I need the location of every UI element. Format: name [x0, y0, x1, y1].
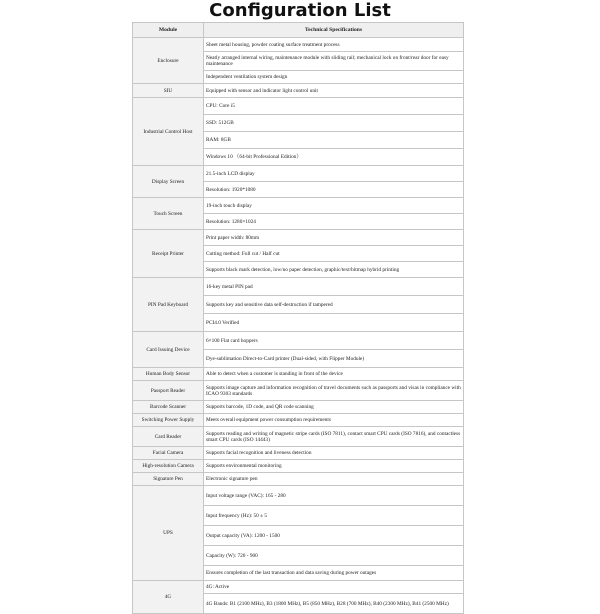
- spec-cell: PCI4.0 Verified: [204, 314, 464, 332]
- table-row: [133, 278, 464, 296]
- spec-cell: Input frequency (Hz): 50 ± 5: [204, 506, 464, 526]
- spec-cell: Able to detect when a customer is standing in front of the device: [204, 368, 464, 381]
- table-row: [133, 198, 464, 214]
- spec-cell: 6×100 Flat card hoppers: [204, 332, 464, 350]
- module-cell: High-resolution Camera: [133, 460, 204, 473]
- table-row: [133, 98, 464, 115]
- module-cell: Passport Reader: [133, 381, 204, 401]
- table-row: [133, 401, 464, 414]
- module-cell: Signature Pen: [133, 473, 204, 486]
- spec-cell: Output capacity (VA): 1200 - 1500: [204, 526, 464, 546]
- module-cell: Display Screen: [133, 166, 204, 198]
- module-cell: Card Reader: [133, 427, 204, 447]
- module-cell: Human Body Sensor: [133, 368, 204, 381]
- spec-cell: Cutting method: Full cut / Half cut: [204, 246, 464, 262]
- spec-cell: Resolution: 1280×1024: [204, 214, 464, 230]
- spec-cell: Supports image capture and information recognition of travel documents such as passports and visas in compliance with ICAO 9303 standards: [204, 381, 464, 401]
- module-cell: Receipt Printer: [133, 230, 204, 278]
- table-row: [133, 427, 464, 447]
- table-row: [133, 581, 464, 594]
- table-row: [133, 414, 464, 427]
- spec-cell: Supports environmental monitoring: [204, 460, 464, 473]
- spec-cell: Resolution: 1920*1080: [204, 182, 464, 198]
- module-cell: Facial Camera: [133, 447, 204, 460]
- spec-cell: Input voltage range (VAC): 165 - 280: [204, 486, 464, 506]
- table-row: [133, 486, 464, 506]
- spec-cell: Neatly arranged internal wiring, maintenance module with sliding rail; mechanical lock on front/rear door for easy maintenance: [204, 52, 464, 71]
- spec-cell: Dye-sublimation Direct-to-Card printer (Dual-sided, with Flipper Module): [204, 350, 464, 368]
- table-row: [133, 368, 464, 381]
- spec-cell: Ensures completion of the last transaction and data saving during power outages: [204, 566, 464, 581]
- module-cell: 4G: [133, 581, 204, 614]
- table-row: [133, 460, 464, 473]
- module-cell: Touch Screen: [133, 198, 204, 230]
- spec-cell: Windows 10 （64-bit Professional Edition）: [204, 149, 464, 166]
- table-header-row: [133, 23, 464, 38]
- module-cell: Enclosure: [133, 38, 204, 84]
- spec-cell: Supports key and sensitive data self-destruction if tampered: [204, 296, 464, 314]
- spec-cell: SSD: 512GB: [204, 115, 464, 132]
- spec-cell: Electronic signature pen: [204, 473, 464, 486]
- spec-cell: Meets overall equipment power consumption requirements: [204, 414, 464, 427]
- module-cell: SIU: [133, 84, 204, 98]
- module-cell: UPS: [133, 486, 204, 581]
- spec-cell: 21.5-inch LCD display: [204, 166, 464, 182]
- module-cell: Switching Power Supply: [133, 414, 204, 427]
- spec-cell: 19-inch touch display: [204, 198, 464, 214]
- module-cell: PIN Pad Keyboard: [133, 278, 204, 332]
- table-row: [133, 166, 464, 182]
- module-column-header: Module: [133, 23, 204, 38]
- spec-cell: 4G: Active: [204, 581, 464, 594]
- spec-cell: 16-key metal PIN pad: [204, 278, 464, 296]
- table-body: [133, 38, 464, 614]
- spec-cell: Supports black mark detection, low/no paper detection, graphic/text/bitmap hybrid printing: [204, 262, 464, 278]
- table-row: [133, 38, 464, 52]
- table-row: [133, 473, 464, 486]
- configuration-table: [132, 22, 464, 614]
- page-title: Configuration List: [209, 0, 391, 21]
- spec-cell: CPU: Core i5: [204, 98, 464, 115]
- table-row: [133, 381, 464, 401]
- spec-cell: Capacity (W): 720 - 900: [204, 546, 464, 566]
- spec-cell: Print paper width: 80mm: [204, 230, 464, 246]
- module-cell: Industrial Control Host: [133, 98, 204, 166]
- spec-cell: Supports reading and writing of magnetic stripe cards (ISO 7811), contact smart CPU cards (ISO 7816), and contactless smart CPU cards (ISO 14443): [204, 427, 464, 447]
- spec-cell: Sheet metal housing, powder coating surface treatment process: [204, 38, 464, 52]
- table-row: [133, 84, 464, 98]
- spec-cell: Supports facial recognition and liveness detection: [204, 447, 464, 460]
- table-row: [133, 447, 464, 460]
- spec-cell: Supports barcode, 1D code, and QR code scanning: [204, 401, 464, 414]
- spec-column-header: Technical Specifications: [204, 23, 464, 38]
- spec-cell: Equipped with sensor and indicator light control unit: [204, 84, 464, 98]
- spec-cell: Independent ventilation system design: [204, 71, 464, 84]
- module-cell: Card Issuing Device: [133, 332, 204, 368]
- table-row: [133, 332, 464, 350]
- module-cell: Barcode Scanner: [133, 401, 204, 414]
- spec-cell: 4G Bands: B1 (2100 MHz), B3 (1800 MHz), B5 (850 MHz), B28 (700 MHz), B40 (2300 MHz), B41 (2500 MHz): [204, 594, 464, 614]
- spec-cell: RAM: 8GB: [204, 132, 464, 149]
- table-row: [133, 230, 464, 246]
